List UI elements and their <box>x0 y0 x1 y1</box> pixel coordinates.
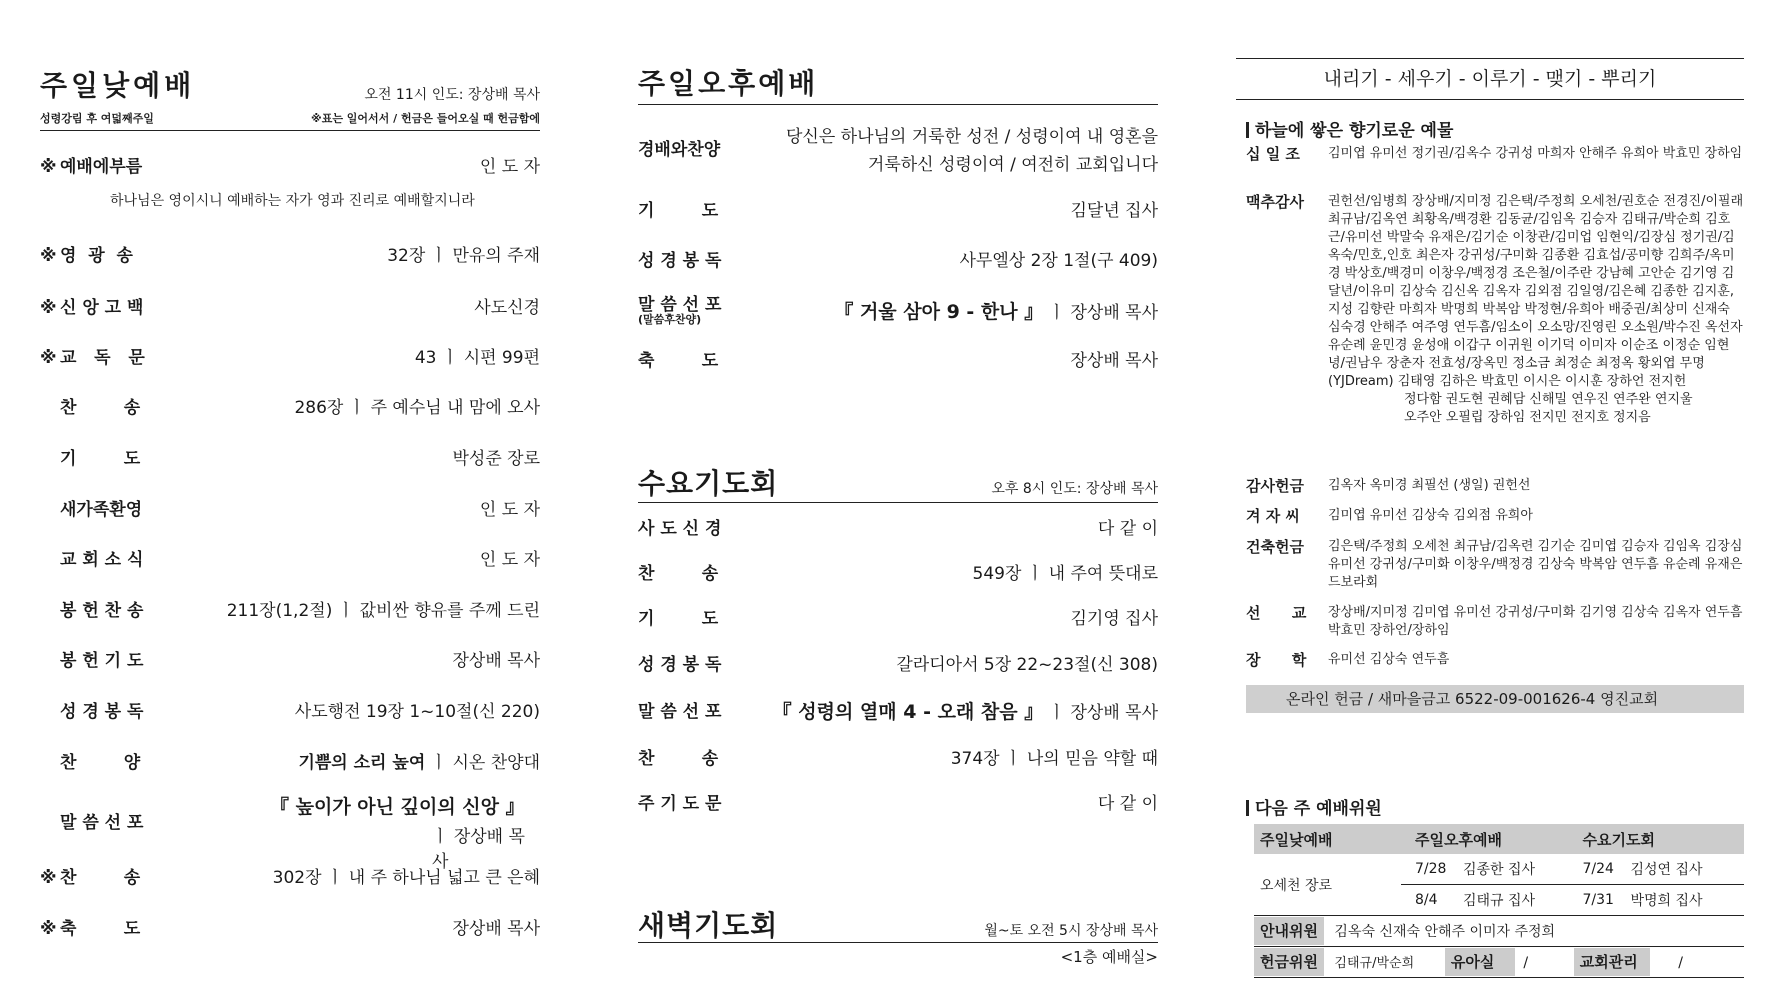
order-label: 봉 헌 찬 송 <box>60 601 144 621</box>
order-value: 인 도 자 <box>479 550 540 570</box>
wednesday-hymn <box>638 559 1158 583</box>
order-label: 성 경 봉 독 <box>60 702 144 722</box>
order-value: 549장 ㅣ 내 주여 뜻대로 <box>972 564 1158 584</box>
offering-duty-label: 헌금위원 <box>1254 948 1324 976</box>
order-label: 경배와찬양 <box>638 140 721 160</box>
order-label: 찬 송 <box>638 564 719 584</box>
offering-names: 유미선 김상숙 연두흠 <box>1328 652 1450 667</box>
order-label: 찬 송 <box>638 749 719 769</box>
duty-heading-text: 다음 주 예배위원 <box>1255 799 1382 819</box>
heading-bar <box>1246 122 1249 138</box>
order-value: 211장(1,2절) ㅣ 값비싼 향유를 주께 드린 <box>226 601 540 621</box>
manage-value: / <box>1678 955 1683 971</box>
order-label: 기 도 <box>60 449 141 469</box>
order-label: 성 경 봉 독 <box>638 251 722 271</box>
order-value: 인 도 자 <box>479 500 540 520</box>
anthem-title: 기쁨의 소리 높여 <box>298 753 426 773</box>
wednesday-prayer <box>638 604 1158 628</box>
order-label: 말 씀 선 포 <box>638 295 722 315</box>
order-label: 말 씀 선 포 <box>638 702 722 722</box>
wednesday-lords-prayer <box>638 789 1158 813</box>
offering-heading-text: 하늘에 쌓은 향기로운 예물 <box>1255 121 1454 141</box>
order-label: 축 도 <box>638 351 719 371</box>
order-item <box>40 444 540 468</box>
offering-label: 십 일 조 <box>1246 145 1300 163</box>
order-value: 302장 ㅣ 내 주 하나님 넓고 큰 은혜 <box>272 868 540 888</box>
manage-label: 교회관리 <box>1574 948 1650 976</box>
wednesday-title: 수요기도회 <box>638 467 779 500</box>
duty-col-wednesday: 수요기도회 <box>1576 824 1744 854</box>
pm-duty-name: 김태규 집사 <box>1457 885 1576 916</box>
order-label: 새가족환영 <box>60 500 143 520</box>
pm-duty-date: 8/4 <box>1401 885 1457 916</box>
morning-sub-left: 성령강림 후 여덟째주일 <box>40 112 154 125</box>
motto-bar: 내리기 - 세우기 - 이루기 - 맺기 - 뿌리기 <box>1236 58 1744 100</box>
standing-mark: ※ <box>40 298 57 318</box>
duty-table <box>1254 824 1744 978</box>
offering-label: 장 학 <box>1246 651 1307 669</box>
pm-duty-name: 김종한 집사 <box>1457 854 1576 885</box>
order-label: 성 경 봉 독 <box>638 655 722 675</box>
offering-names-yjdream: (YJDream) 김태영 김하은 박효민 이시은 이시훈 장하언 전지헌 <box>1328 374 1687 389</box>
offering-mission <box>1246 604 1744 640</box>
standing-mark: ※ <box>40 919 57 939</box>
offering-duty-row <box>1254 947 1744 978</box>
order-label: 기 도 <box>638 609 719 629</box>
order-label: 기 도 <box>638 201 719 221</box>
afternoon-prayer <box>638 196 1158 220</box>
wednesday-creed <box>638 514 1158 538</box>
order-item <box>40 646 540 670</box>
dawn-title: 새벽기도회 <box>638 909 779 942</box>
offering-mustard <box>1246 507 1744 525</box>
usher-label: 안내위원 <box>1254 917 1324 945</box>
morning-meta: 오전 11시 인도: 장상배 목사 <box>364 87 540 103</box>
order-item <box>40 596 540 620</box>
offering-names: 김옥자 옥미경 최필선 (생일) 권헌선 <box>1328 478 1531 493</box>
order-label: 영 광 송 <box>60 246 133 266</box>
usher-names: 김옥숙 신재숙 안해주 이미자 주정희 <box>1334 924 1556 940</box>
wed-duty-name: 박명희 집사 <box>1624 885 1744 916</box>
order-value: 장상배 목사 <box>452 651 540 671</box>
dawn-header <box>638 904 1158 943</box>
order-value: 사도행전 19장 1~10절(신 220) <box>294 702 540 722</box>
order-value: 32장 ㅣ 만유의 주재 <box>387 246 540 266</box>
offering-names: 김은택/주정희 오세천 최규남/김옥련 김기순 김미엽 김승자 김임옥 김장심 유미선 강귀성/구미화 이창우/백정경 김상숙 박복암 연두흠 유순례 유재은 드보라회 <box>1328 539 1743 590</box>
offering-names-yjdream-2: 정다함 권도현 권혜담 신해밀 연우진 연주완 연지울 <box>1404 392 1693 407</box>
order-item <box>40 748 540 772</box>
offering-building <box>1246 538 1744 592</box>
usher-row <box>1254 916 1744 947</box>
standing-mark: ※ <box>40 348 57 368</box>
order-value: 43 ㅣ 시편 99편 <box>414 348 540 368</box>
offering-names: 장상배/지미정 김미엽 유미선 강귀성/구미화 김기영 김상숙 김옥자 연두흠 박효민 장하언/장하임 <box>1328 605 1743 638</box>
morning-title: 주일낮예배 <box>40 69 196 102</box>
wed-duty-date: 7/24 <box>1576 854 1624 885</box>
wednesday-reading <box>638 650 1158 674</box>
morning-sub-right: ※표는 일어서서 / 헌금은 들어오실 때 헌금함에 <box>311 112 540 125</box>
order-label: 사 도 신 경 <box>638 519 722 539</box>
order-value: 다 같 이 <box>1097 794 1158 814</box>
order-value: 374장 ㅣ 나의 믿음 약할 때 <box>950 749 1158 769</box>
duty-heading <box>1246 794 1382 819</box>
order-value: 사무엘상 2장 1절(구 409) <box>959 251 1158 271</box>
offering-scholarship <box>1246 651 1744 669</box>
choir-name: ㅣ 시온 찬양대 <box>425 753 540 773</box>
order-value: 김기영 집사 <box>1070 609 1158 629</box>
online-offering-bar: 온라인 헌금 / 새마을금고 6522-09-001626-4 영진교회 <box>1246 685 1744 713</box>
standing-mark: ※ <box>40 868 57 888</box>
afternoon-sermon-title: 『 거울 삼아 9 - 한나 』 <box>834 301 1044 323</box>
order-item <box>40 697 540 721</box>
offering-label: 맥추감사 <box>1246 193 1304 211</box>
wednesday-sermon <box>638 697 1158 721</box>
afternoon-preacher: ㅣ 장상배 목사 <box>1043 303 1158 323</box>
wed-duty-name: 김성연 집사 <box>1624 854 1744 885</box>
afternoon-reading <box>638 246 1158 270</box>
afternoon-title: 주일오후예배 <box>638 67 819 100</box>
wed-duty-date: 7/31 <box>1576 885 1624 916</box>
morning-preacher: ㅣ 장상배 목사 <box>432 827 525 872</box>
duty-col-sunday: 주일낮예배 <box>1254 824 1401 854</box>
order-value: 갈라디아서 5장 22~23절(신 308) <box>896 655 1158 675</box>
order-label: 축 도 <box>60 919 141 939</box>
order-item <box>40 343 540 367</box>
order-value: 장상배 목사 <box>452 919 540 939</box>
morning-sermon-title: 『 높이가 아닌 깊이의 신앙 』 <box>270 796 525 818</box>
nursery-label: 유아실 <box>1445 948 1515 976</box>
pm-duty-date: 7/28 <box>1401 854 1457 885</box>
wednesday-hymn2 <box>638 744 1158 768</box>
order-item <box>40 152 540 176</box>
heading-bar <box>1246 800 1249 816</box>
offering-label: 선 교 <box>1246 604 1307 622</box>
duty-col-afternoon: 주일오후예배 <box>1401 824 1576 854</box>
nursery-value: / <box>1523 955 1529 971</box>
order-label: 찬 양 <box>60 753 141 773</box>
offering-harvest <box>1246 193 1744 427</box>
standing-mark: ※ <box>40 157 57 177</box>
offering-names: 김미엽 유미선 김상숙 김외점 유희아 <box>1328 508 1533 523</box>
sunday-duty-name: 오세천 장로 <box>1254 854 1401 916</box>
order-label: 예배에부름 <box>60 157 143 177</box>
offering-tithe <box>1246 145 1744 163</box>
order-item <box>40 863 540 887</box>
call-to-worship-text: 하나님은 영이시니 예배하는 자가 영과 진리로 예배할지니라 <box>110 193 475 209</box>
dawn-meta: 월~토 오전 5시 장상배 목사 <box>984 923 1158 939</box>
morning-header <box>40 64 540 131</box>
order-label: 신 앙 고 백 <box>60 298 144 318</box>
offering-label: 감사헌금 <box>1246 477 1304 495</box>
order-label: 찬 송 <box>60 398 141 418</box>
order-value: 김달년 집사 <box>1070 201 1158 221</box>
order-label: 주 기 도 문 <box>638 794 722 814</box>
afternoon-header <box>638 62 1158 105</box>
wednesday-sermon-title: 『 성령의 열매 4 - 오래 참음 』 <box>772 701 1044 723</box>
offering-heading <box>1246 116 1453 141</box>
order-item <box>40 914 540 938</box>
order-item <box>40 393 540 417</box>
order-value: 인 도 자 <box>479 157 540 177</box>
order-label: 교 회 소 식 <box>60 550 144 570</box>
order-value: 286장 ㅣ 주 예수님 내 맘에 오사 <box>294 398 540 418</box>
order-label: 찬 송 <box>60 868 141 888</box>
order-item <box>40 241 540 265</box>
wednesday-preacher: ㅣ 장상배 목사 <box>1043 703 1158 723</box>
offering-label: 겨 자 씨 <box>1246 507 1300 525</box>
offering-names: 김미엽 유미선 정기권/김옥수 강귀성 마희자 안해주 유희아 박효민 장하임 <box>1328 146 1743 161</box>
order-item <box>40 495 540 519</box>
order-value: 다 같 이 <box>1097 519 1158 539</box>
offering-duty-names: 김태규/박순희 <box>1334 956 1415 971</box>
offering-thanks <box>1246 477 1744 495</box>
wednesday-meta: 오후 8시 인도: 장상배 목사 <box>991 481 1158 497</box>
praise-songs-line2: 거룩하신 성령이여 / 여전히 교회입니다 <box>867 155 1158 175</box>
afternoon-benediction <box>638 346 1158 370</box>
order-item <box>40 545 540 569</box>
dawn-place: <1층 예배실> <box>1060 948 1158 966</box>
praise-songs-line1: 당신은 하나님의 거룩한 성전 / 성령이여 내 영혼을 <box>786 127 1158 147</box>
order-item <box>40 293 540 317</box>
offering-names-yjdream-3: 오주안 오필립 장하임 전지민 전지호 정지음 <box>1404 410 1651 425</box>
offering-names: 권헌선/임병희 장상배/지미정 김은택/주정희 오세천/권호순 전경진/이필래 최규남/김옥연 최황옥/백경환 김동균/김임옥 김승자 김태규/박순희 김호근/유미선 박말숙 유재은/김기순 이창관/김미업 임현익/김장심 정기권/김옥숙/민호,인호 최은자 강귀성/구미화 김종환 김효섭/공미향 김희주/옥미경 박상호/백경미 이창우/백정경 조은철/이주란 강남혜 고안순 김기영 김달년/이유미 김상숙 김신옥 김옥자 김외점 김일영/김은혜 김종한 김지훈,지성 김향란 마희자 박명희 박복암 박정현/유희아 배중권/최상미 신재숙 심숙경 안해주 여주영 연두흠/임소이 오소망/진영린 오소원/박수진 옥선자 유순례 윤민경 윤성애 이갑구 이귀원 이기덕 이미자 이순조 이정순 임현녕/권남우 장춘자 전효성/장옥민 정소금 최정순 최정옥 황외엽 무명 <box>1328 194 1744 371</box>
order-label: 교 독 문 <box>60 348 145 368</box>
standing-mark: ※ <box>40 246 57 266</box>
offering-label: 건축헌금 <box>1246 538 1304 556</box>
order-label: 봉 헌 기 도 <box>60 651 144 671</box>
order-label: 말 씀 선 포 <box>60 813 144 833</box>
order-value: 장상배 목사 <box>1070 351 1158 371</box>
wednesday-header <box>638 462 1158 503</box>
sermon-sub-label: (말씀후찬양) <box>638 313 702 326</box>
order-value: 사도신경 <box>474 298 540 318</box>
order-value: 박성준 장로 <box>452 449 540 469</box>
